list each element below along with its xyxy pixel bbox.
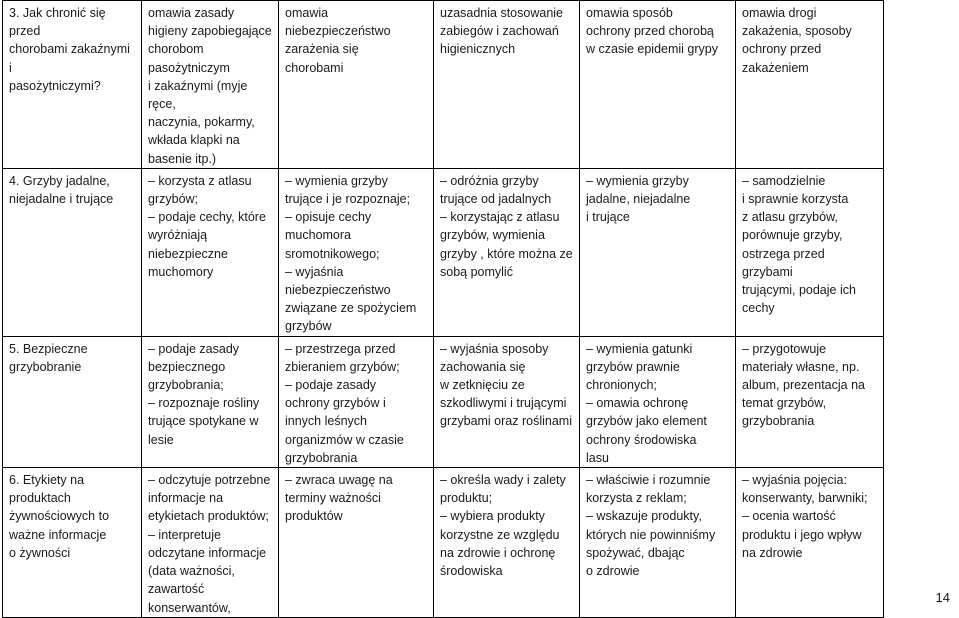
requirement-line: sromotnikowego; <box>285 245 428 263</box>
requirement-item <box>285 4 428 77</box>
topic-line: grzybobranie <box>9 358 136 376</box>
requirement-item <box>285 263 428 336</box>
requirement-line: terminy ważności <box>285 489 428 507</box>
level-cell <box>279 468 434 618</box>
requirement-line: – podaje zasady <box>148 340 273 358</box>
requirement-line: zakażenia, sposoby <box>742 22 878 40</box>
requirement-line: – właściwie i rozumnie <box>586 471 730 489</box>
topic-cell <box>3 468 142 618</box>
topic-line: 3. Jak chronić się przed <box>9 4 136 40</box>
requirement-line: niebezpieczne <box>148 245 273 263</box>
requirement-line: basenie itp.) <box>148 150 273 168</box>
requirement-item <box>742 340 878 431</box>
level-cell <box>434 168 580 336</box>
requirement-line: z atlasu grzybów, <box>742 208 878 226</box>
requirement-line: i sprawnie korzysta <box>742 190 878 208</box>
level-cell <box>279 168 434 336</box>
requirement-line: spożywać, dbając <box>586 544 730 562</box>
requirement-line: konserwantów, <box>148 599 273 617</box>
requirement-line: innych leśnych <box>285 412 428 430</box>
requirement-line: zarażenia się <box>285 40 428 58</box>
requirement-line: grzybobrania; <box>148 376 273 394</box>
requirement-line: sobą pomylić <box>440 263 574 281</box>
requirement-line: bezpiecznego <box>148 358 273 376</box>
requirement-line: – odróżnia grzyby <box>440 172 574 190</box>
level-cell <box>142 336 279 467</box>
requirement-line: i zakaźnymi (myje ręce, <box>148 77 273 113</box>
requirement-line: trujące od jadalnych <box>440 190 574 208</box>
requirement-line: trujące spotykane w <box>148 412 273 430</box>
requirement-line: – wybiera produkty <box>440 507 574 525</box>
requirement-line: korzystne ze względu <box>440 526 574 544</box>
requirement-item <box>285 340 428 376</box>
requirement-line: ostrzega przed grzybami <box>742 245 878 281</box>
requirement-line: grzybów, wymienia <box>440 226 574 244</box>
requirement-line: – korzystając z atlasu <box>440 208 574 226</box>
topic-line: niejadalne i trujące <box>9 190 136 208</box>
requirement-line: grzybobrania <box>742 412 878 430</box>
requirement-line: cechy <box>742 299 878 317</box>
requirement-line: lasu <box>586 449 730 467</box>
requirement-item <box>742 4 878 77</box>
requirement-line: ochrony przed <box>742 40 878 58</box>
requirement-item <box>148 4 273 168</box>
requirement-line: grzybów <box>285 317 428 335</box>
requirement-line: – przestrzega przed <box>285 340 428 358</box>
requirement-line: w zetknięciu ze <box>440 376 574 394</box>
requirement-line: których nie powinniśmy <box>586 526 730 544</box>
requirement-line: porównuje grzyby, <box>742 226 878 244</box>
topic-line: chorobami zakaźnymi i <box>9 40 136 76</box>
requirement-item <box>148 471 273 526</box>
requirement-line: zakażeniem <box>742 59 878 77</box>
table-row <box>3 336 959 467</box>
requirement-line: omawia drogi <box>742 4 878 22</box>
requirement-line: zbieraniem grzybów; <box>285 358 428 376</box>
requirement-line: higienicznych <box>440 40 574 58</box>
requirement-line: – interpretuje <box>148 526 273 544</box>
level-cell <box>142 168 279 336</box>
requirement-line: w czasie epidemii grypy <box>586 40 730 58</box>
requirement-item <box>440 340 574 431</box>
requirement-line: omawia sposób <box>586 4 730 22</box>
requirement-line: (data ważności, <box>148 562 273 580</box>
requirement-line: – omawia ochronę <box>586 394 730 412</box>
requirement-line: zachowania się <box>440 358 574 376</box>
requirement-line: korzysta z reklam; <box>586 489 730 507</box>
requirement-line: – wymienia grzyby <box>285 172 428 190</box>
requirement-line: ochrony przed chorobą <box>586 22 730 40</box>
level-cell <box>736 1 884 169</box>
level-cell <box>580 168 736 336</box>
requirement-line: omawia zasady <box>148 4 273 22</box>
topic-line: 6. Etykiety na <box>9 471 136 489</box>
requirement-line: chorobom <box>148 40 273 58</box>
requirement-item <box>440 208 574 281</box>
requirement-line: zabiegów i zachowań <box>440 22 574 40</box>
requirement-line: produktów <box>285 507 428 525</box>
requirement-item <box>285 208 428 263</box>
requirement-line: – wymienia gatunki <box>586 340 730 358</box>
requirement-line: lesie <box>148 431 273 449</box>
topic-cell <box>3 168 142 336</box>
requirement-line: szkodliwymi i trującymi <box>440 394 574 412</box>
requirement-line: jadalne, niejadalne <box>586 190 730 208</box>
requirement-line: – odczytuje potrzebne <box>148 471 273 489</box>
requirement-line: omawia <box>285 4 428 22</box>
requirement-item <box>742 471 878 507</box>
topic-line: produktach <box>9 489 136 507</box>
requirement-line: – zwraca uwagę na <box>285 471 428 489</box>
requirement-line: naczynia, pokarmy, <box>148 113 273 131</box>
requirement-line: – wymienia grzyby <box>586 172 730 190</box>
level-cell <box>580 468 736 618</box>
requirement-item <box>148 208 273 281</box>
requirements-table <box>2 0 959 618</box>
requirement-line: album, prezentacja na <box>742 376 878 394</box>
requirement-item <box>586 507 730 580</box>
topic-line: 5. Bezpieczne <box>9 340 136 358</box>
requirement-line: pasożytniczym <box>148 59 273 77</box>
requirement-line: – korzysta z atlasu <box>148 172 273 190</box>
requirement-item <box>586 172 730 227</box>
requirement-line: niebezpieczeństwo <box>285 281 428 299</box>
requirement-item <box>285 471 428 526</box>
requirement-line: – przygotowuje <box>742 340 878 358</box>
requirement-item <box>440 172 574 208</box>
requirement-item <box>285 376 428 467</box>
requirement-item <box>440 507 574 580</box>
requirement-line: uzasadnia stosowanie <box>440 4 574 22</box>
requirement-line: – ocenia wartość <box>742 507 878 525</box>
requirement-line: produktu; <box>440 489 574 507</box>
requirement-line: ochrony grzybów i <box>285 394 428 412</box>
requirement-line: chronionych; <box>586 376 730 394</box>
topic-line: o żywności <box>9 544 136 562</box>
level-cell <box>434 336 580 467</box>
requirement-line: niebezpieczeństwo <box>285 22 428 40</box>
level-cell <box>736 468 884 618</box>
requirement-line: trującymi, podaje ich <box>742 281 878 299</box>
requirement-item <box>742 507 878 562</box>
requirement-line: grzybobrania <box>285 449 428 467</box>
level-cell <box>279 1 434 169</box>
table-row <box>3 168 959 336</box>
topic-line: żywnościowych to <box>9 507 136 525</box>
level-cell <box>736 336 884 467</box>
requirement-line: higieny zapobiegające <box>148 22 273 40</box>
requirement-line: grzybów prawnie <box>586 358 730 376</box>
level-cell <box>736 168 884 336</box>
requirement-line: wyróżniają <box>148 226 273 244</box>
requirement-line: – wyjaśnia <box>285 263 428 281</box>
requirement-item <box>586 471 730 507</box>
requirement-line: i trujące <box>586 208 730 226</box>
requirement-line: środowiska <box>440 562 574 580</box>
table-row <box>3 468 959 618</box>
topic-line: 4. Grzyby jadalne, <box>9 172 136 190</box>
requirement-line: zawartość <box>148 580 273 598</box>
requirement-line: konserwanty, barwniki; <box>742 489 878 507</box>
requirement-item <box>148 394 273 449</box>
requirement-line: – określa wady i zalety <box>440 471 574 489</box>
requirement-line: trujące i je rozpoznaje; <box>285 190 428 208</box>
requirement-line: – samodzielnie <box>742 172 878 190</box>
requirement-item <box>742 172 878 318</box>
requirement-line: – podaje cechy, które <box>148 208 273 226</box>
requirement-item <box>285 172 428 208</box>
requirement-line: odczytane informacje <box>148 544 273 562</box>
requirement-line: grzybami oraz roślinami <box>440 412 574 430</box>
requirement-line: – rozpoznaje rośliny <box>148 394 273 412</box>
page-number: 14 <box>936 590 950 605</box>
requirement-line: materiały własne, np. <box>742 358 878 376</box>
requirement-line: muchomora <box>285 226 428 244</box>
requirement-item <box>586 340 730 395</box>
requirement-line: – opisuje cechy <box>285 208 428 226</box>
requirement-item <box>148 340 273 395</box>
requirement-line: grzybów; <box>148 190 273 208</box>
requirement-line: grzyby , które można ze <box>440 245 574 263</box>
level-cell <box>434 1 580 169</box>
requirement-line: wkłada klapki na <box>148 131 273 149</box>
requirement-item <box>440 4 574 59</box>
topic-cell <box>3 336 142 467</box>
level-cell <box>580 336 736 467</box>
requirement-line: związane ze spożyciem <box>285 299 428 317</box>
requirement-item <box>148 172 273 208</box>
requirement-line: – wyjaśnia sposoby <box>440 340 574 358</box>
requirement-line: ochrony środowiska <box>586 431 730 449</box>
requirement-line: na zdrowie i ochronę <box>440 544 574 562</box>
requirement-line: organizmów w czasie <box>285 431 428 449</box>
requirement-line: muchomory <box>148 263 273 281</box>
requirement-item <box>440 471 574 507</box>
level-cell <box>142 1 279 169</box>
requirement-line: etykietach produktów; <box>148 507 273 525</box>
topic-line: ważne informacje <box>9 526 136 544</box>
requirement-line: na zdrowie <box>742 544 878 562</box>
requirement-item <box>586 4 730 59</box>
table-row <box>3 1 959 169</box>
requirement-line: temat grzybów, <box>742 394 878 412</box>
requirement-line: produktu i jego wpływ <box>742 526 878 544</box>
level-cell <box>434 468 580 618</box>
level-cell <box>279 336 434 467</box>
requirement-line: informacje na <box>148 489 273 507</box>
level-cell <box>142 468 279 618</box>
requirement-line: chorobami <box>285 59 428 77</box>
requirement-item <box>148 526 273 617</box>
topic-cell <box>3 1 142 169</box>
requirement-line: grzybów jako element <box>586 412 730 430</box>
requirement-line: – wyjaśnia pojęcia: <box>742 471 878 489</box>
requirement-item <box>586 394 730 467</box>
level-cell <box>580 1 736 169</box>
topic-line: pasożytniczymi? <box>9 77 136 95</box>
requirement-line: – podaje zasady <box>285 376 428 394</box>
requirement-line: – wskazuje produkty, <box>586 507 730 525</box>
requirement-line: o zdrowie <box>586 562 730 580</box>
